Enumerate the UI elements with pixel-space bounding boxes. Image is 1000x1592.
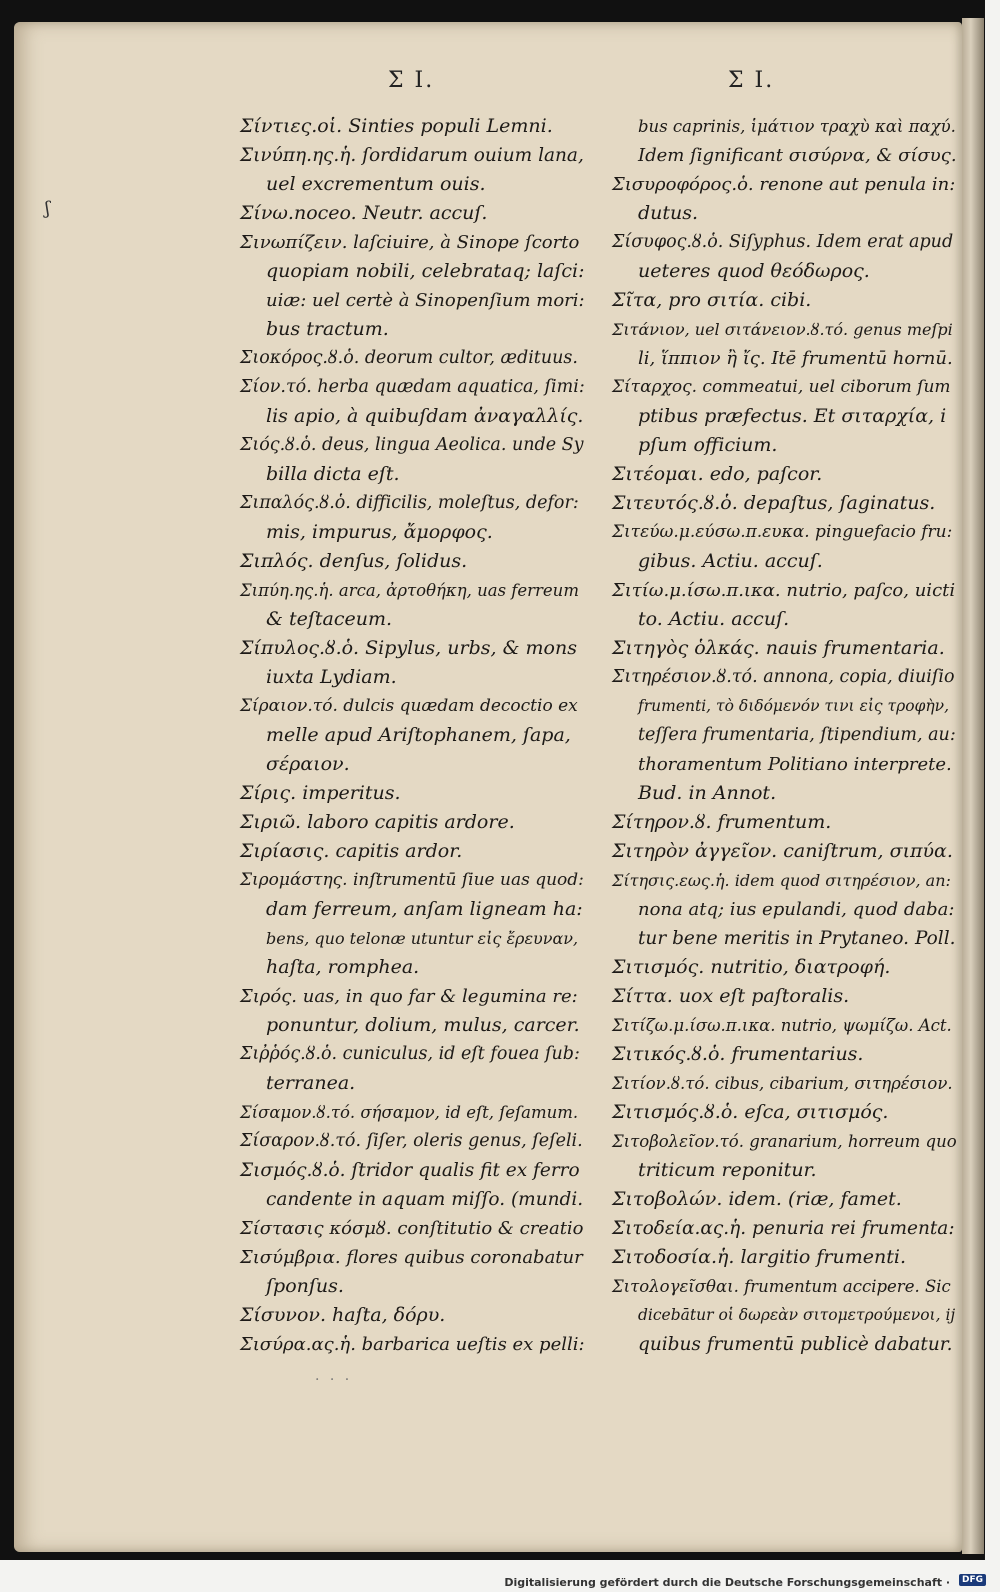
dictionary-line: Σιτισμός. nutritio, διατροφή. [612, 956, 891, 978]
dictionary-line: to. Actiu. accuſ. [638, 608, 790, 630]
margin-mark: ʃ [45, 198, 50, 219]
dictionary-line: Σιρομάστης. inſtrumentū ſiue uas quod: [240, 870, 584, 890]
dictionary-line: Σίσυνον. haſta, δόρυ. [240, 1304, 446, 1326]
dictionary-line: Σιτευτός.ȣ.ὁ. depaſtus, ſaginatus. [612, 492, 936, 514]
dictionary-line: Σισύρα.ας.ἡ. barbarica ueſtis ex pelli: [240, 1334, 585, 1355]
dictionary-line: Σίσαρον.ȣ.τό. ſiſer, oleris genus, ſeſeli. [240, 1131, 583, 1151]
dfg-logo: DFG [959, 1574, 986, 1586]
dictionary-line: Σίραιον.τό. dulcis quædam decoctio ex [240, 696, 578, 716]
dictionary-line: Σιτίζω.μ.ίσω.π.ικα. nutrio, ψωμίζω. Act. [612, 1016, 952, 1035]
dictionary-line: Σιτέομαι. edo, paſcor. [612, 463, 823, 485]
dictionary-line: Σιτίον.ȣ.τό. cibus, cibarium, σιτηρέσιον. [612, 1074, 953, 1093]
dictionary-line: Σίστασις κόσμȣ. conſtitutio & creatio [240, 1218, 584, 1239]
dictionary-line: haſta, romphea. [266, 956, 420, 978]
dictionary-line: melle apud Ariſtophanem, ſapa, [266, 724, 571, 746]
dictionary-line: Σιπλός. denſus, ſolidus. [240, 550, 468, 572]
dictionary-line: Σισυροφόρος.ὁ. renone aut penula in: [612, 174, 956, 195]
footer-bar [0, 1562, 1000, 1592]
dictionary-line: Σινωπίζειν. laſciuire, à Sinope ſcorto [240, 232, 580, 253]
page-edge [962, 18, 984, 1554]
dictionary-line: Σίτηρον.ȣ. frumentum. [612, 811, 832, 833]
dictionary-line: Σιτηγὸς ὁλκάς. nauis frumentaria. [612, 637, 945, 659]
dictionary-line: Idem ſignificant σισύρνα, & σίσυς. [638, 145, 957, 166]
dictionary-line: Σισύμβρια. flores quibus coronabatur [240, 1247, 583, 1268]
dictionary-line: candente in aquam miſſo. (mundi. [266, 1189, 584, 1210]
dictionary-line: Σιτηρέσιον.ȣ.τό. annona, copia, diuiſio [612, 667, 955, 687]
catchword: · · · [315, 1372, 353, 1388]
dictionary-line: Σίττα. uox eſt paſtoralis. [612, 985, 850, 1007]
dictionary-line: gibus. Actiu. accuſ. [638, 550, 823, 572]
dictionary-line: Σιτικός.ȣ.ὁ. frumentarius. [612, 1043, 864, 1065]
dictionary-line: Σιριῶ. laboro capitis ardore. [240, 811, 515, 833]
dictionary-line: Σιρός. uas, in quo far & legumina re: [240, 986, 578, 1007]
dictionary-line: dutus. [638, 202, 699, 224]
dictionary-line: ſponſus. [266, 1275, 344, 1297]
dictionary-line: pſum officium. [638, 434, 778, 456]
dictionary-line: uiæ: uel certè à Sinopenſium mori: [266, 290, 585, 311]
dictionary-line: Σιτεύω.μ.εύσω.π.ευκα. pinguefacio fru: [612, 522, 953, 542]
dictionary-line: Σῖτα, pro σιτία. cibi. [612, 289, 812, 311]
dictionary-line: Σισμός.ȣ.ὁ. ſtridor qualis fit ex ferro [240, 1160, 580, 1181]
dictionary-line: Σίπυλος.ȣ.ὁ. Sipylus, urbs, & mons [240, 637, 577, 659]
dictionary-line: iuxta Lydiam. [266, 666, 397, 688]
dictionary-line: Σιπαλός.ȣ.ὁ. difficilis, moleſtus, defor: [240, 493, 579, 513]
dictionary-line: dicebātur οἱ δωρεὰν σιτομετρούμενοι, ij [638, 1306, 956, 1324]
dictionary-line: Σιτοβολεῖον.τό. granarium, horreum quo [612, 1132, 957, 1151]
dictionary-line: lis apio, à quibuſdam ἀναγαλλίς. [266, 405, 584, 427]
dictionary-line: bus caprinis, ἱμάτιον τραχὺ καὶ παχύ. [638, 117, 956, 136]
dictionary-line: Σιτολογεῖσθαι. frumentum accipere. Sic [612, 1277, 951, 1296]
dictionary-line: Σιῤῥός.ȣ.ὁ. cuniculus, id eſt fouea ſub: [240, 1044, 580, 1064]
dictionary-line: Σίνω.noceo. Neutr. accuſ. [240, 202, 488, 224]
dictionary-line: Σιτισμός.ȣ.ὁ. eſca, σιτισμός. [612, 1101, 889, 1123]
dictionary-line: li, ἵππιον ἢ ἴς. Itē frumentū hornū. [638, 348, 953, 369]
dictionary-line: Σίρις. imperitus. [240, 782, 401, 804]
dictionary-line: ueteres quod θεόδωρος. [638, 260, 870, 282]
dictionary-line: triticum reponitur. [638, 1159, 817, 1181]
running-head-right: Σ Ι. [728, 68, 775, 93]
dictionary-line: thoramentum Politiano interprete. [638, 754, 952, 775]
dictionary-line: σέραιον. [266, 753, 350, 775]
running-head-left: Σ Ι. [388, 68, 435, 93]
dictionary-line: ptibus præfectus. Et σιταρχία, i [638, 405, 947, 427]
dictionary-line: Σιτοβολών. idem. (riæ, famet. [612, 1188, 902, 1210]
right-column [612, 112, 957, 1359]
dictionary-line: ponuntur, dolium, mulus, carcer. [266, 1014, 580, 1036]
dictionary-line: Σιτίω.μ.ίσω.π.ικα. nutrio, paſco, uicti [612, 580, 956, 601]
dictionary-line: & teſtaceum. [266, 608, 393, 630]
dictionary-line: uel excrementum ouis. [266, 173, 486, 195]
footer-credit: Digitalisierung gefördert durch die Deutsche Forschungsgemeinschaft · [504, 1576, 950, 1589]
dictionary-line: tur bene meritis in Prytaneo. Poll. [638, 928, 956, 949]
dictionary-line: teſſera frumentaria, ſtipendium, au: [638, 725, 956, 745]
dictionary-line: dam ferreum, anſam ligneam ha: [266, 898, 583, 920]
dictionary-line: frumenti, τὸ διδόμενόν τινι εἰς τροφὴν, [638, 697, 950, 715]
dictionary-line: Σιτοδεία.ας.ἡ. penuria rei frumenta: [612, 1218, 955, 1239]
dictionary-line: quopiam nobili, celebrataq; laſci: [266, 260, 585, 282]
dictionary-line: Σίτησις.εως.ἡ. idem quod σιτηρέσιον, an: [612, 871, 951, 890]
dictionary-line: nona atq; ius epulandi, quod daba: [638, 899, 955, 920]
dictionary-line: Σιός.ȣ.ὁ. deus, lingua Aeolica. unde Sy [240, 435, 584, 455]
dictionary-line: bens, quo telonæ utuntur εἰς ἔρευναν, [266, 929, 579, 948]
left-column [240, 112, 585, 1359]
dictionary-line: Σίταρχος. commeatui, uel ciborum ſum [612, 377, 951, 397]
dictionary-line: Σιτηρὸν ἀγγεῖον. caniſtrum, σιπύα. [612, 840, 953, 862]
dictionary-line: Σιτάνιον, uel σιτάνειον.ȣ.τό. genus meſpi [612, 320, 953, 339]
dictionary-line: Σινύπη.ης.ἡ. ſordidarum ouium lana, [240, 145, 584, 166]
dictionary-line: Σιπύη.ης.ἡ. arca, ἀρτοθήκη, uas ferreum [240, 581, 579, 600]
dictionary-line: Σίσαμον.ȣ.τό. σήσαμον, id eſt, ſeſamum. [240, 1103, 579, 1122]
dictionary-line: billa dicta eſt. [266, 463, 400, 485]
dictionary-line: Σιοκόρος.ȣ.ὁ. deorum cultor, ædituus. [240, 348, 578, 368]
dictionary-line: mis, impurus, ἄμορφος. [266, 521, 493, 543]
dictionary-line: Σιτοδοσία.ἡ. largitio frumenti. [612, 1246, 906, 1268]
dictionary-line: bus tractum. [266, 318, 389, 340]
dictionary-line: Σίντιες.οἱ. Sinties populi Lemni. [240, 115, 553, 137]
dictionary-line: terranea. [266, 1072, 356, 1094]
dictionary-line: Σίον.τό. herba quædam aquatica, ſimi: [240, 377, 585, 397]
dictionary-line: Σίσυφος.ȣ.ὁ. Siſyphus. Idem erat apud [612, 232, 954, 252]
dictionary-line: Σιρίασις. capitis ardor. [240, 840, 463, 862]
dictionary-line: quibus frumentū publicè dabatur. [638, 1334, 953, 1355]
dictionary-line: Bud. in Annot. [638, 782, 777, 804]
